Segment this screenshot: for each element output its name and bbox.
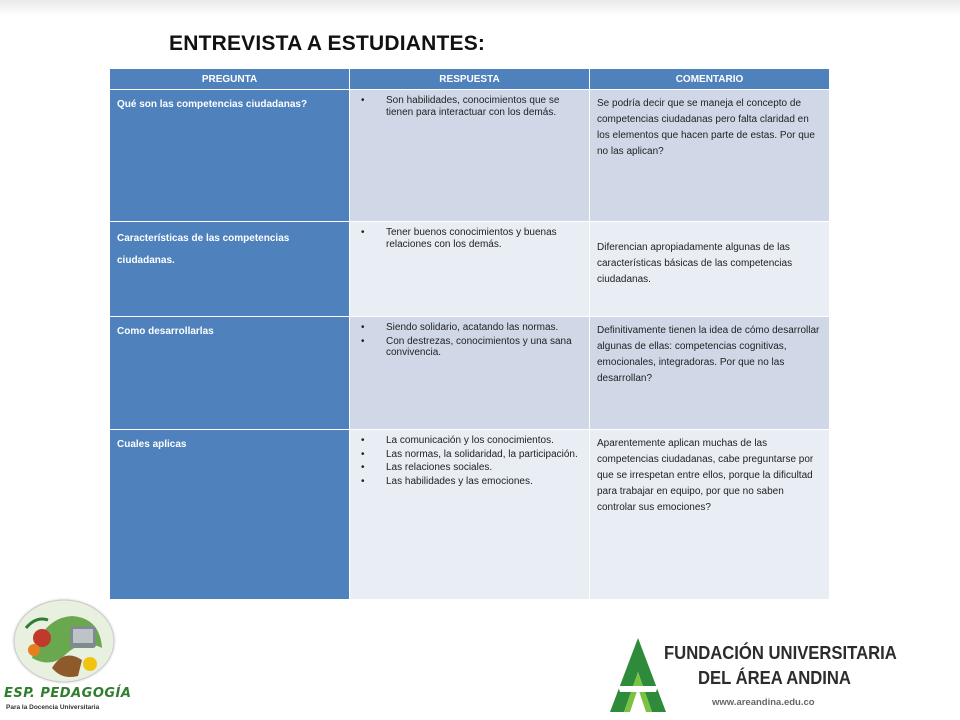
- answer-cell: [350, 317, 590, 430]
- comment-cell: [590, 430, 830, 600]
- comment-cell: [590, 317, 830, 430]
- question-cell: Características de las competencias ciudadanas.: [110, 222, 350, 317]
- comment-text: Diferencian apropiadamente algunas de las características básicas de las competencias ciudadanas.: [597, 242, 793, 285]
- bullet-icon: •: [361, 95, 365, 106]
- answer-text: Las relaciones sociales.: [386, 462, 493, 473]
- table-row: [110, 317, 830, 430]
- header-comentario: COMENTARIO: [590, 69, 830, 90]
- bullet-icon: •: [361, 322, 365, 333]
- bullet-icon: •: [361, 435, 365, 446]
- answer-cell: [350, 222, 590, 317]
- answer-text: Las normas, la solidaridad, la participación.: [386, 448, 578, 460]
- answer-item: [358, 95, 583, 118]
- answer-item: [358, 462, 583, 474]
- header-row: [110, 69, 830, 90]
- table-row: [110, 430, 830, 600]
- areandina-a-icon: [608, 636, 668, 716]
- table-row: [110, 90, 830, 222]
- interview-table: [109, 68, 830, 600]
- bullet-icon: •: [361, 335, 365, 347]
- answer-item: [358, 227, 583, 250]
- bullet-icon: •: [361, 448, 365, 460]
- question-cell: Como desarrollarlas: [110, 317, 350, 430]
- header-respuesta: RESPUESTA: [350, 69, 590, 90]
- answer-item: [358, 435, 583, 447]
- comment-text: Definitivamente tienen la idea de cómo desarrollar algunas de ellas: competencias cognitivas, emocionales, integradoras. Por que no las desarrollan?: [597, 325, 820, 384]
- comment-text: Se podría decir que se maneja el concepto de competencias ciudadanas pero falta claridad en los elementos que hacen parte de estas. Por que no las aplican?: [597, 98, 815, 157]
- answer-item: [358, 322, 583, 334]
- header-pregunta: PREGUNTA: [110, 69, 350, 90]
- esp-emblem-icon: [12, 598, 116, 684]
- answer-item: [358, 449, 583, 461]
- areandina-line2: DEL ÁREA ANDINA: [698, 667, 851, 688]
- answer-text: Con destrezas, conocimientos y una sana convivencia.: [386, 335, 572, 358]
- question-cell: Cuales aplicas: [110, 430, 350, 600]
- esp-logo-title: ESP. PEDAGOGÍA: [4, 686, 132, 701]
- answer-item: [358, 476, 583, 488]
- answer-text: Siendo solidario, acatando las normas.: [386, 322, 559, 333]
- comment-cell: [590, 222, 830, 317]
- question-cell: Qué son las competencias ciudadanas?: [110, 90, 350, 222]
- bullet-icon: •: [361, 462, 365, 473]
- table-row: [110, 222, 830, 317]
- areandina-url: www.areandina.edu.co: [712, 697, 815, 708]
- areandina-logo: [608, 630, 908, 720]
- top-band: [0, 0, 960, 16]
- answer-text: Las habilidades y las emociones.: [386, 475, 533, 487]
- areandina-line1: FUNDACIÓN UNIVERSITARIA: [664, 642, 897, 663]
- answer-text: Tener buenos conocimientos y buenas relaciones con los demás.: [386, 227, 557, 250]
- bullet-icon: •: [361, 475, 365, 487]
- esp-pedagogia-logo: [0, 592, 135, 720]
- esp-logo-subtitle: Para la Docencia Universitaria: [6, 704, 100, 711]
- answer-cell: [350, 430, 590, 600]
- bullet-icon: •: [361, 227, 365, 238]
- comment-cell: [590, 90, 830, 222]
- page-title: ENTREVISTA A ESTUDIANTES:: [169, 32, 486, 55]
- answer-cell: [350, 90, 590, 222]
- answer-item: [358, 336, 583, 359]
- comment-text: Aparentemente aplican muchas de las competencias ciudadanas, cabe preguntarse por que se irrespetan entre ellos, porque la dificultad para trabajar en equipo, por que no saben controlar sus emociones?: [597, 438, 814, 513]
- answer-text: Son habilidades, conocimientos que se tienen para interactuar con los demás.: [386, 95, 560, 118]
- answer-text: La comunicación y los conocimientos.: [386, 435, 554, 446]
